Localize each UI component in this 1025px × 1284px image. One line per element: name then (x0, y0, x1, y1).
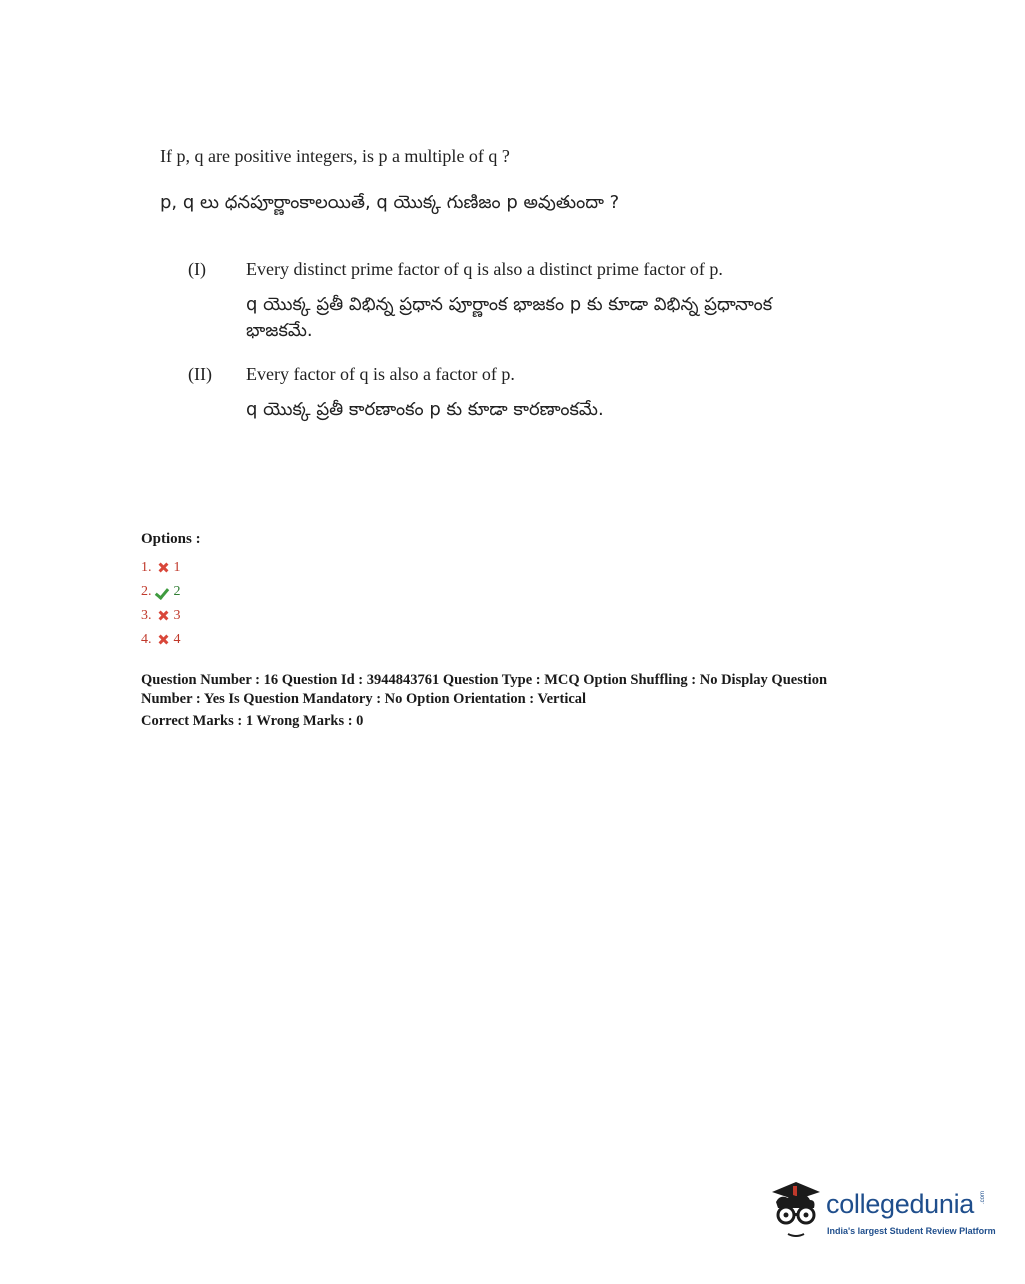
option-1-number: 1. (141, 560, 152, 575)
question-telugu: p, q లు ధనపూర్ణాంకాలయితే, q యొక్క గుణిజం p అవుతుందా ? (160, 192, 620, 213)
logo-brand-text: collegedunia (826, 1189, 975, 1219)
option-3 (141, 604, 181, 628)
option-4-value: 4 (173, 632, 181, 647)
statement-1-telugu: q యొక్క ప్రతీ విభిన్న ప్రధాన పూర్ణాంక భాజకం p కు కూడా విభిన్న ప్రధానాంక భాజకమే. (246, 294, 773, 341)
question-english: If p, q are positive integers, is p a multiple of q ? (160, 146, 510, 166)
option-2-number: 2. (141, 584, 152, 599)
statement-1-number: (I) (188, 259, 206, 279)
student-mascot-icon (766, 1178, 826, 1248)
logo-tagline: India's largest Student Review Platform (827, 1226, 996, 1236)
option-4-number: 4. (141, 632, 152, 647)
cross-icon (156, 609, 170, 623)
option-2 (141, 580, 181, 604)
option-1 (141, 556, 181, 580)
check-icon (156, 585, 170, 599)
option-2-value: 2 (173, 584, 181, 599)
statement-2-number: (II) (188, 364, 212, 384)
marks-info: Correct Marks : 1 Wrong Marks : 0 (141, 713, 364, 729)
statement-1-english: Every distinct prime factor of q is also a distinct prime factor of p. (246, 259, 723, 279)
cross-icon (156, 633, 170, 647)
metadata-line-2: Number : Yes Is Question Mandatory : No Option Orientation : Vertical (141, 691, 587, 707)
option-3-value: 3 (173, 608, 181, 623)
cross-icon (156, 561, 170, 575)
question-metadata (141, 671, 911, 731)
options-list (141, 556, 181, 652)
option-3-number: 3. (141, 608, 152, 623)
options-title: Options : (141, 531, 201, 547)
statement-2-english: Every factor of q is also a factor of p. (246, 364, 515, 384)
statement-1 (188, 259, 828, 349)
option-4 (141, 628, 181, 652)
collegedunia-logo (766, 1178, 996, 1248)
option-1-value: 1 (173, 560, 181, 575)
statement-2 (188, 364, 828, 424)
metadata-line-1: Question Number : 16 Question Id : 3944843761 Question Type : MCQ Option Shuffling : No Display Question (141, 672, 828, 688)
statement-2-telugu: q యొక్క ప్రతీ కారణాంకం p కు కూడా కారణాంకమే. (246, 399, 604, 420)
logo-domain-suffix: .com (980, 1190, 986, 1204)
